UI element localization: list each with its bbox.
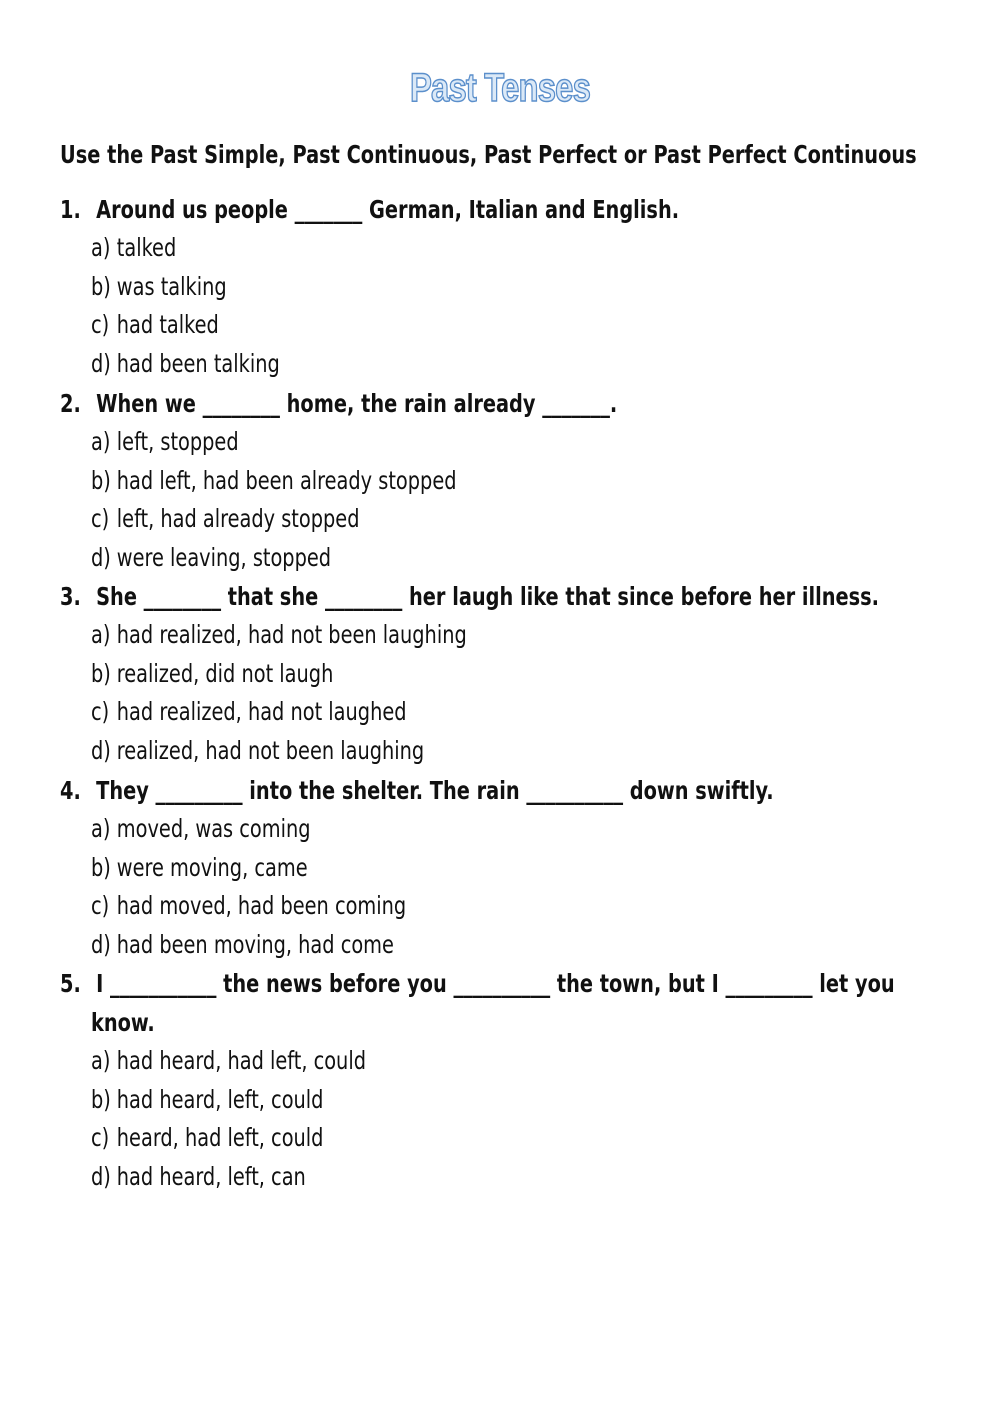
option-d[interactable] xyxy=(91,345,924,384)
question-text: When we ________ home, the rain already _______. xyxy=(96,389,618,418)
option-letter: d) xyxy=(91,930,111,960)
question-line xyxy=(60,384,920,423)
instructions: Use the Past Simple, Past Continuous, Past Perfect or Past Perfect Continuous xyxy=(60,140,917,169)
option-text: had been talking xyxy=(116,349,280,379)
option-text: heard, had left, could xyxy=(116,1123,324,1153)
option-text: were moving, came xyxy=(116,852,308,882)
option-letter: c) xyxy=(91,310,110,340)
option-text: had realized, had not laughed xyxy=(116,697,407,727)
option-text: had heard, had left, could xyxy=(116,1046,366,1075)
option-a[interactable] xyxy=(91,616,924,655)
option-text: left, had already stopped xyxy=(116,504,360,534)
option-letter: c) xyxy=(91,697,110,727)
question-5 xyxy=(60,964,1000,1197)
option-letter: a) xyxy=(91,427,111,456)
question-line xyxy=(60,771,920,810)
option-text: had moved, had been coming xyxy=(116,891,407,921)
options-list xyxy=(60,1042,1000,1197)
question-number: 2. xyxy=(60,389,81,418)
option-b[interactable] xyxy=(91,268,924,307)
option-letter: b) xyxy=(91,465,111,495)
option-letter: c) xyxy=(91,1123,110,1153)
option-c[interactable] xyxy=(91,887,924,926)
question-line xyxy=(60,964,920,1003)
option-text: had heard, left, can xyxy=(116,1162,306,1192)
option-a[interactable] xyxy=(91,229,924,268)
option-c[interactable] xyxy=(91,1119,924,1158)
option-letter: c) xyxy=(91,891,110,921)
option-text: had talked xyxy=(116,310,219,340)
option-text: realized, had not been laughing xyxy=(116,736,425,766)
option-b[interactable] xyxy=(91,655,924,694)
question-4 xyxy=(60,771,1000,965)
question-text: Around us people _______ German, Italian and English. xyxy=(96,195,680,224)
option-c[interactable] xyxy=(91,500,924,539)
option-letter: a) xyxy=(91,814,111,843)
option-d[interactable] xyxy=(91,539,924,578)
option-text: talked xyxy=(116,233,177,262)
option-text: was talking xyxy=(116,271,227,301)
option-b[interactable] xyxy=(91,849,924,888)
options-list xyxy=(60,423,1000,578)
option-letter: a) xyxy=(91,620,111,649)
option-letter: b) xyxy=(91,1084,111,1114)
option-text: were leaving, stopped xyxy=(116,543,332,573)
option-text: had heard, left, could xyxy=(116,1084,324,1114)
option-letter: b) xyxy=(91,271,111,301)
options-list xyxy=(60,616,1000,771)
question-line xyxy=(60,190,920,229)
question-number: 5. xyxy=(60,969,81,998)
options-list xyxy=(60,810,1000,965)
question-text: She ________ that she ________ her laugh like that since before her illness. xyxy=(96,582,880,611)
question-text: I ___________ the news before you __________ the town, but I _________ let you xyxy=(96,969,895,998)
option-text: had left, had been already stopped xyxy=(116,465,457,495)
option-letter: a) xyxy=(91,1046,111,1075)
option-letter: a) xyxy=(91,233,111,262)
question-number: 3. xyxy=(60,582,81,611)
option-letter: d) xyxy=(91,736,111,766)
option-letter: d) xyxy=(91,543,111,573)
option-b[interactable] xyxy=(91,462,924,501)
option-c[interactable] xyxy=(91,306,924,345)
option-c[interactable] xyxy=(91,693,924,732)
question-text-continuation: know. xyxy=(90,1008,155,1037)
question-3 xyxy=(60,577,1000,771)
option-text: realized, did not laugh xyxy=(116,658,334,688)
question-line xyxy=(60,577,920,616)
option-a[interactable] xyxy=(91,423,924,462)
option-letter: d) xyxy=(91,1162,111,1192)
option-d[interactable] xyxy=(91,1158,924,1197)
option-text: had been moving, had come xyxy=(116,930,394,960)
option-letter: c) xyxy=(91,504,110,534)
question-number: 4. xyxy=(60,776,81,805)
question-2 xyxy=(60,384,1000,578)
option-text: moved, was coming xyxy=(116,814,311,843)
option-a[interactable] xyxy=(91,1042,924,1081)
option-d[interactable] xyxy=(91,732,924,771)
option-text: had realized, had not been laughing xyxy=(116,620,467,649)
question-number: 1. xyxy=(60,195,81,224)
option-d[interactable] xyxy=(91,926,924,965)
page-title: Past Tenses xyxy=(410,66,590,110)
option-a[interactable] xyxy=(91,810,924,849)
question-1 xyxy=(60,190,1000,384)
question-text: They _________ into the shelter. The rain __________ down swiftly. xyxy=(96,776,774,805)
option-letter: b) xyxy=(91,852,111,882)
option-b[interactable] xyxy=(91,1081,924,1120)
options-list xyxy=(60,229,1000,384)
option-text: left, stopped xyxy=(116,427,239,456)
option-letter: d) xyxy=(91,349,111,379)
option-letter: b) xyxy=(91,658,111,688)
